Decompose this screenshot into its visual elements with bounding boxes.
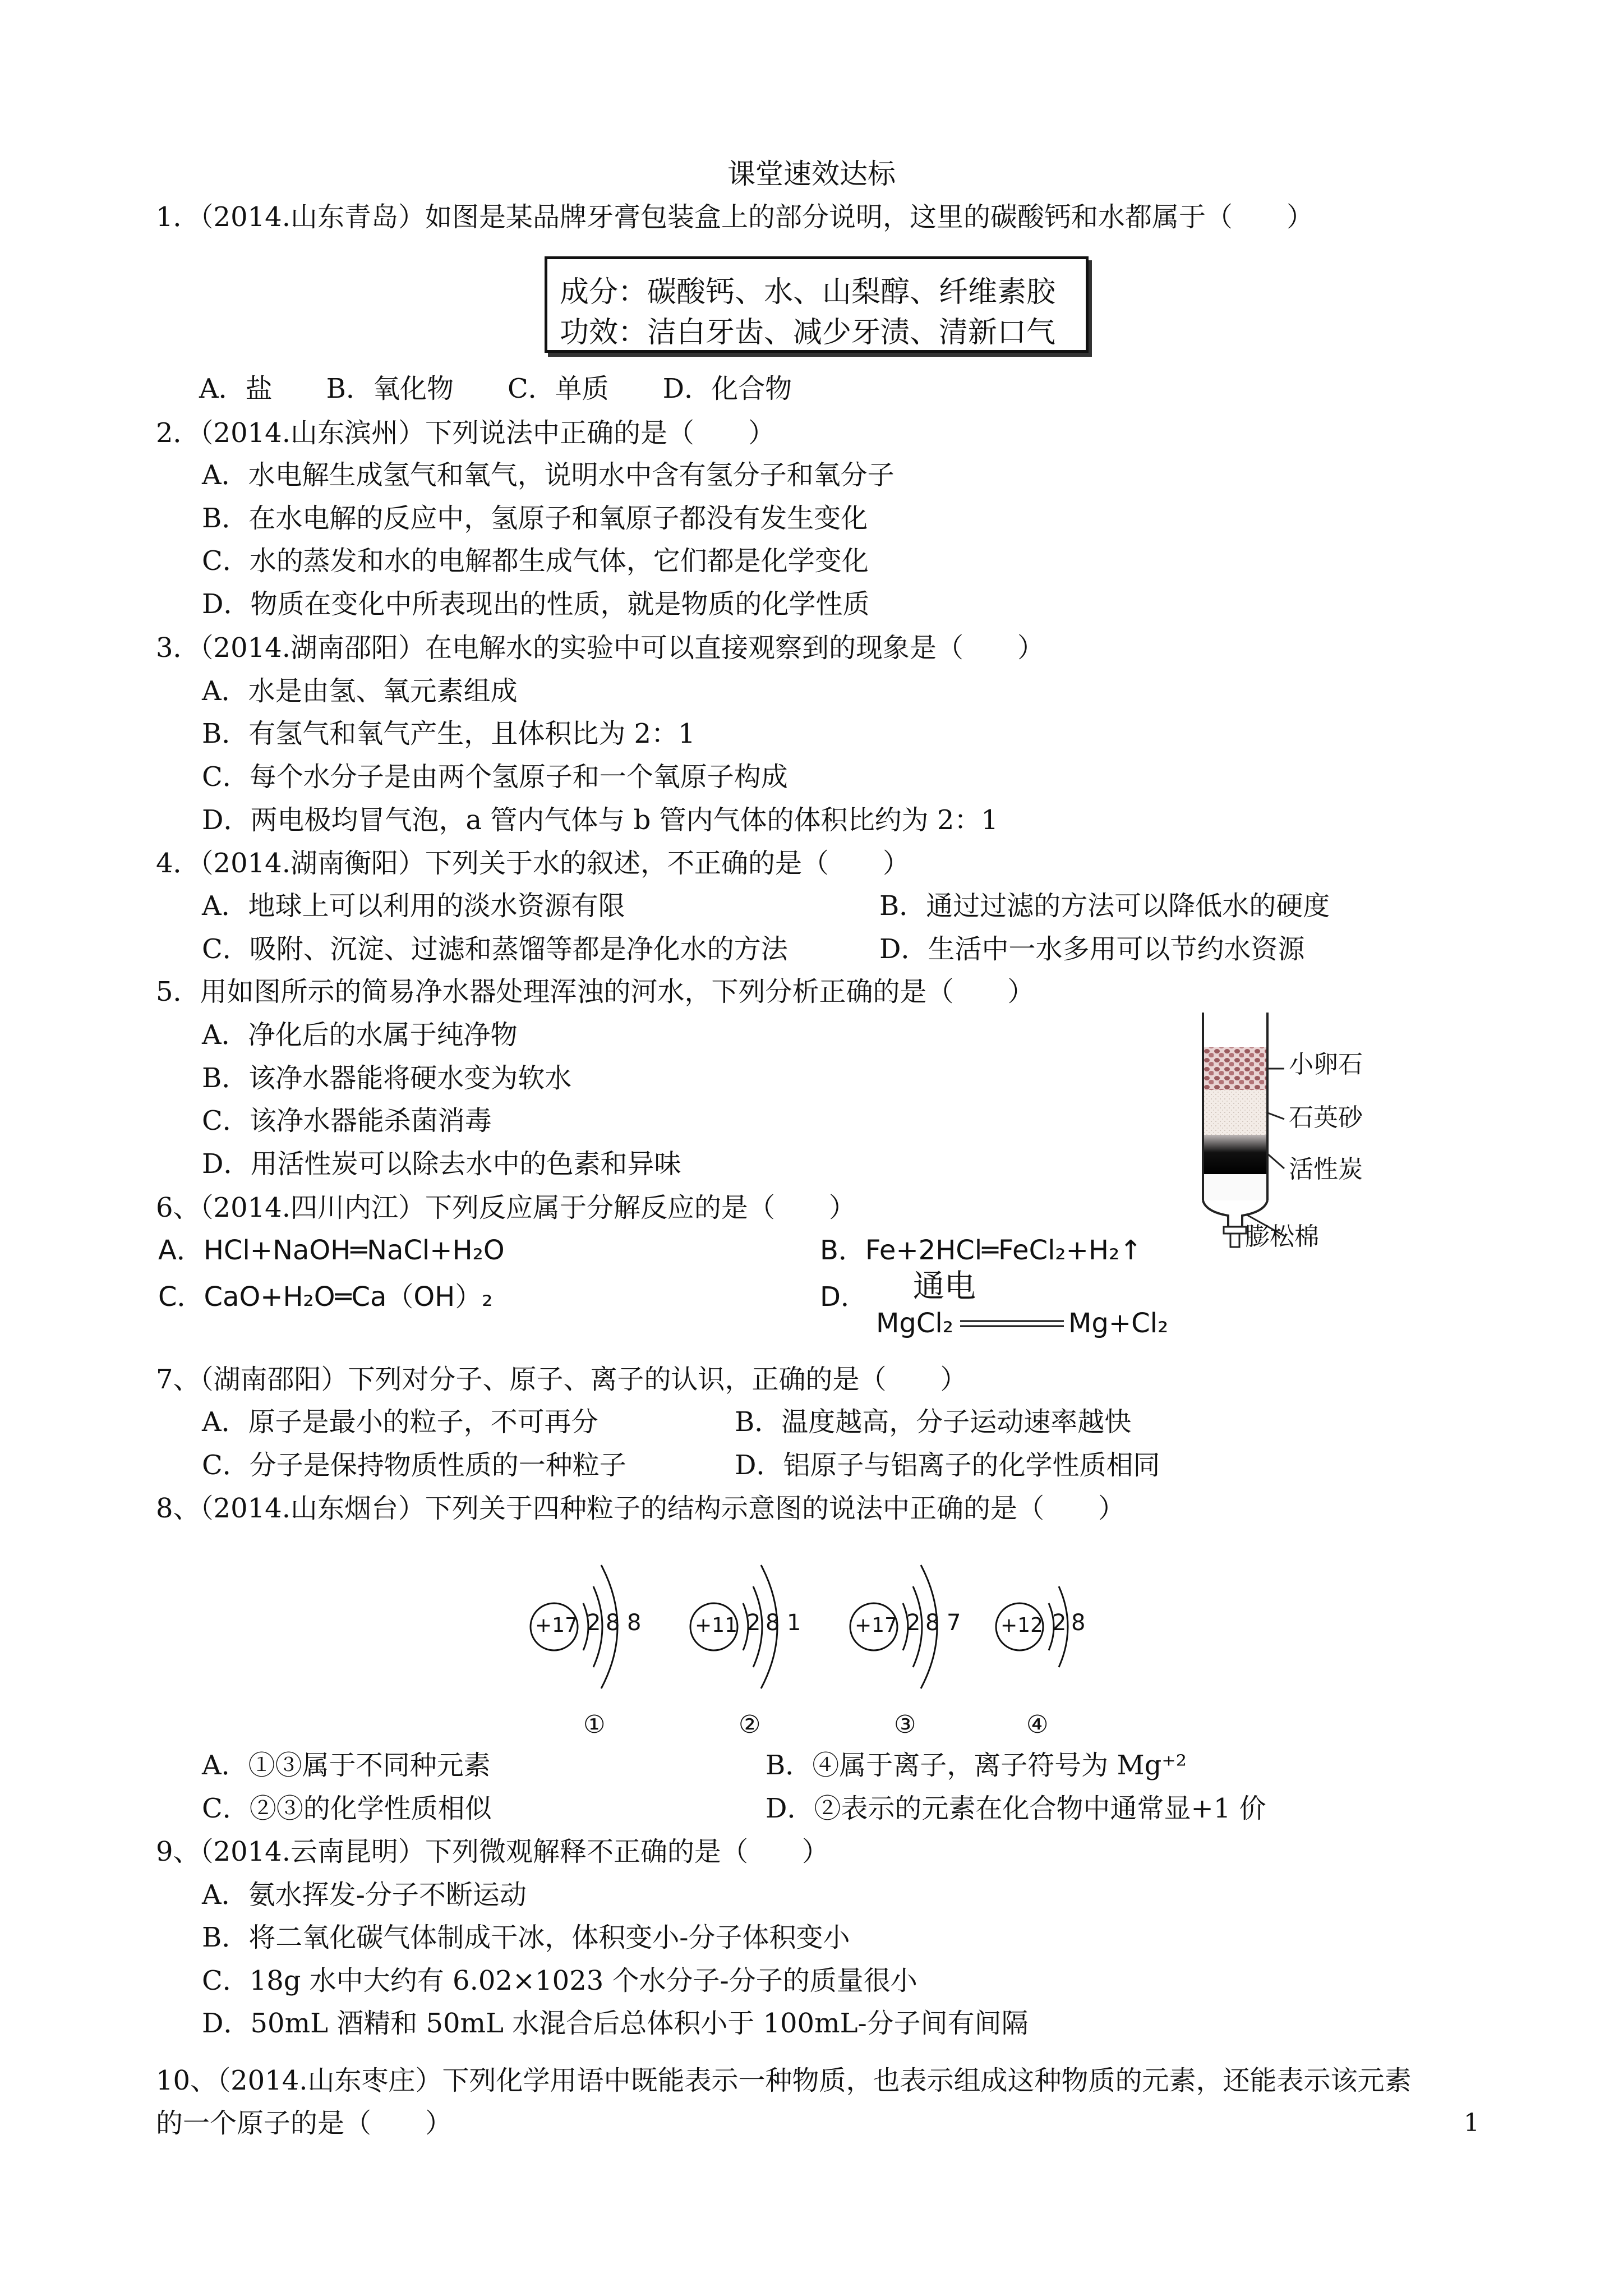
filter-label-pebbles: 小卵石 [1289, 1050, 1363, 1079]
atom-2-label: ② [739, 1710, 761, 1739]
atom-4-nucleus: +12 [1000, 1614, 1043, 1637]
question-6-option-d-condition: 通电 [913, 1268, 976, 1305]
atom-1-shell-2: 8 [606, 1610, 620, 1636]
question-7-option-a: A．原子是最小的粒子，不可再分 [202, 1406, 598, 1438]
atom-1-nucleus: +17 [535, 1614, 578, 1637]
atom-4-label: ④ [1026, 1710, 1049, 1739]
question-1-options: A．盐 B．氧化物 C．单质 D．化合物 [199, 373, 792, 404]
atom-2-shell-3: 1 [787, 1610, 801, 1636]
question-3-option-a: A．水是由氢、氧元素组成 [202, 675, 518, 707]
question-2-option-a: A．水电解生成氢气和氧气，说明水中含有氢分子和氧分子 [202, 459, 895, 491]
question-7-stem: 7、（湖南邵阳）下列对分子、原子、离子的认识，正确的是（ ） [156, 1364, 967, 1395]
question-4-option-b: B．通过过滤的方法可以降低水的硬度 [879, 890, 1330, 922]
question-3-option-c: C．每个水分子是由两个氢原子和一个氧原子构成 [202, 761, 788, 793]
question-5-option-a: A．净化后的水属于纯净物 [202, 1019, 518, 1051]
toothpaste-label-box [545, 256, 1089, 353]
question-8-stem: 8、（2014.山东烟台）下列关于四种粒子的结构示意图的说法中正确的是（ ） [156, 1493, 1125, 1524]
page-title: 课堂速效达标 [727, 158, 896, 190]
question-2-option-d: D．物质在变化中所表现出的性质，就是物质的化学性质 [202, 588, 870, 620]
question-7-option-b: B．温度越高，分子运动速率越快 [735, 1406, 1132, 1438]
question-4-option-d: D．生活中一水多用可以节约水资源 [879, 933, 1305, 965]
question-1-stem: 1．（2014.山东青岛）如图是某品牌牙膏包装盒上的部分说明，这里的碳酸钙和水都属于（ ） [156, 201, 1313, 233]
question-2-option-c: C．水的蒸发和水的电解都生成气体，它们都是化学变化 [202, 545, 869, 577]
question-8-option-b: B．④属于离子，离子符号为 Mg⁺² [766, 1750, 1187, 1781]
question-6-option-b: B．Fe+2HCl═FeCl₂+H₂↑ [820, 1235, 1142, 1266]
question-2-option-b: B．在水电解的反应中，氢原子和氧原子都没有发生变化 [202, 503, 868, 534]
question-4-option-c: C．吸附、沉淀、过滤和蒸馏等都是净化水的方法 [202, 933, 788, 965]
question-3-option-b: B．有氢气和氧气产生，且体积比为 2：1 [202, 718, 695, 749]
atom-3-shell-3: 7 [947, 1610, 961, 1636]
atom-diagram-3 [847, 1537, 981, 1739]
activated-carbon-layer [1204, 1135, 1266, 1174]
reaction-equals-sign [960, 1318, 1064, 1329]
question-5-stem: 5．用如图所示的简易净水器处理浑浊的河水，下列分析正确的是（ ） [156, 976, 1035, 1007]
atom-3-nucleus: +17 [855, 1614, 897, 1637]
cotton-layer [1204, 1174, 1266, 1200]
question-9-option-d: D．50mL 酒精和 50mL 水混合后总体积小于 100mL-分子间有间隔 [202, 2008, 1029, 2039]
question-4-option-a: A．地球上可以利用的淡水资源有限 [202, 890, 625, 922]
question-6-option-a: A．HCl+NaOH═NaCl+H₂O [158, 1235, 505, 1266]
atom-3-shell-2: 8 [925, 1610, 940, 1636]
question-8-option-d: D．②表示的元素在化合物中通常显+1 价 [766, 1793, 1266, 1824]
atom-3-label: ③ [894, 1710, 916, 1739]
page-number: 1 [1464, 2109, 1479, 2137]
atom-1-shell-1: 2 [587, 1610, 601, 1636]
question-6-option-c: C．CaO+H₂O═Ca（OH）₂ [158, 1281, 493, 1313]
question-6-option-d-products: Mg+Cl₂ [1068, 1308, 1169, 1339]
question-7-option-d: D．铝原子与铝离子的化学性质相同 [735, 1450, 1160, 1481]
filter-label-cotton: 膨松棉 [1245, 1222, 1319, 1251]
atom-diagram-1 [527, 1537, 662, 1739]
atom-2-shell-1: 2 [746, 1610, 761, 1636]
question-9-stem: 9、（2014.云南昆明）下列微观解释不正确的是（ ） [156, 1836, 829, 1867]
atom-3-shell-1: 2 [906, 1610, 921, 1636]
question-6-option-d-label: D． [820, 1281, 868, 1313]
question-9-option-a: A．氨水挥发-分子不断运动 [202, 1879, 527, 1911]
question-3-option-d: D．两电极均冒气泡，a 管内气体与 b 管内气体的体积比约为 2：1 [202, 804, 998, 836]
question-6-option-d-reactant: MgCl₂ [876, 1308, 953, 1339]
question-5-option-b: B．该净水器能将硬水变为软水 [202, 1062, 572, 1094]
pebble-layer [1204, 1047, 1266, 1090]
atom-diagram-4 [993, 1537, 1127, 1739]
question-9-option-b: B．将二氧化碳气体制成干冰，体积变小-分子体积变小 [202, 1922, 850, 1953]
atom-2-shell-2: 8 [766, 1610, 780, 1636]
question-8-option-a: A．①③属于不同种元素 [202, 1750, 491, 1781]
toothpaste-ingredients: 成分：碳酸钙、水、山梨醇、纤维素胶 [560, 275, 1056, 309]
question-5-option-d: D．用活性炭可以除去水中的色素和异味 [202, 1148, 681, 1180]
question-2-stem: 2．（2014.山东滨州）下列说法中正确的是（ ） [156, 417, 775, 449]
quartz-sand-layer [1204, 1090, 1266, 1135]
question-8-option-c: C．②③的化学性质相似 [202, 1793, 492, 1824]
atom-4-shell-2: 8 [1071, 1610, 1086, 1636]
toothpaste-effects: 功效：洁白牙齿、减少牙渍、清新口气 [560, 316, 1056, 349]
question-10-stem-line-1: 10、（2014.山东枣庄）下列化学用语中既能表示一种物质，也表示组成这种物质的元素，还能表示该元素 [156, 2065, 1412, 2096]
question-6-stem: 6、（2014.四川内江）下列反应属于分解反应的是（ ） [156, 1192, 856, 1223]
question-5-option-c: C．该净水器能杀菌消毒 [202, 1105, 492, 1137]
question-10-stem-line-2: 的一个原子的是（ ） [156, 2108, 453, 2139]
atom-1-shell-3: 8 [627, 1610, 642, 1636]
atom-diagram-2 [687, 1537, 822, 1739]
question-4-stem: 4．（2014.湖南衡阳）下列关于水的叙述，不正确的是（ ） [156, 848, 910, 879]
question-9-option-c: C．18g 水中大约有 6.02×1023 个水分子-分子的质量很小 [202, 1965, 917, 1996]
filter-label-quartz-sand: 石英砂 [1289, 1103, 1363, 1132]
atom-2-nucleus: +11 [695, 1614, 737, 1637]
atom-4-shell-1: 2 [1052, 1610, 1067, 1636]
atom-1-label: ① [583, 1710, 606, 1739]
question-3-stem: 3．（2014.湖南邵阳）在电解水的实验中可以直接观察到的现象是（ ） [156, 632, 1044, 664]
filter-label-activated-carbon: 活性炭 [1289, 1155, 1363, 1184]
question-7-option-c: C．分子是保持物质性质的一种粒子 [202, 1450, 626, 1481]
atom-diagrams [527, 1537, 1144, 1739]
